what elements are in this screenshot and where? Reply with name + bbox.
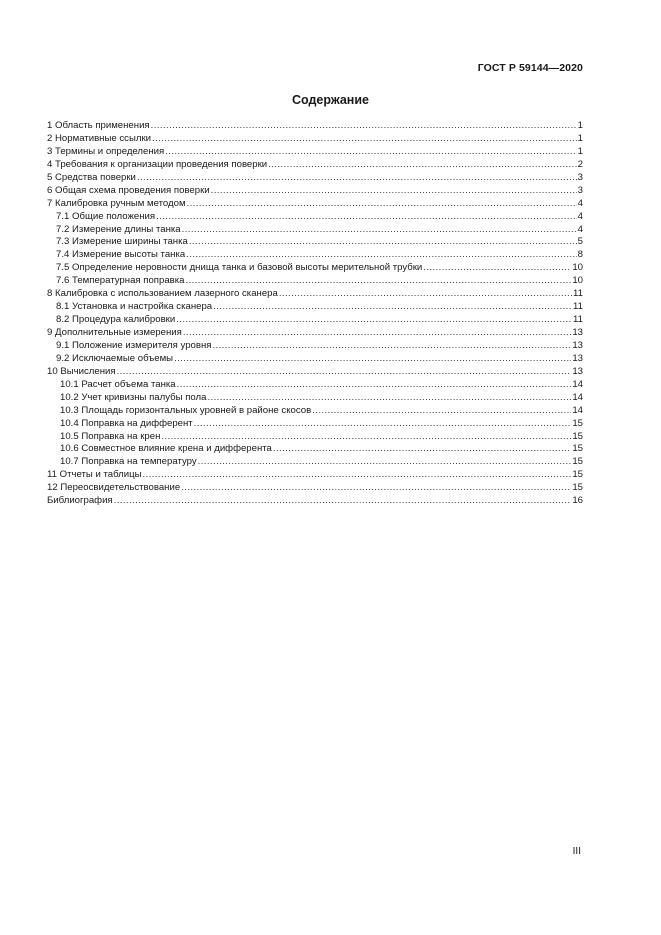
toc-entry-page: 15: [572, 469, 583, 481]
toc-entry-page: 4: [577, 223, 583, 235]
toc-entry-label: 7.5 Определение неровности днища танка и базовой высоты мерительной трубки: [56, 262, 423, 274]
toc-entry-page: 13: [572, 352, 583, 364]
toc-entry[interactable]: [47, 418, 583, 431]
toc-entry-label: 2 Нормативные ссылки: [47, 132, 152, 144]
toc-entry-page: 13: [572, 327, 583, 338]
toc-entry-page: 11: [573, 288, 583, 300]
toc-dot-leader: [176, 314, 572, 327]
toc-entry-page: 4: [577, 210, 583, 222]
toc-entry-label: 7.4 Измерение высоты танка: [56, 249, 186, 261]
toc-entry-page: 15: [572, 417, 583, 429]
toc-entry[interactable]: [47, 198, 583, 211]
toc-dot-leader: [268, 159, 576, 172]
toc-dot-leader: [273, 443, 571, 456]
toc-dot-leader: [194, 418, 572, 431]
toc-entry[interactable]: [47, 288, 583, 301]
toc-entry-label: 1 Область применения: [47, 120, 150, 131]
toc-entry[interactable]: [47, 224, 583, 237]
toc-entry[interactable]: [47, 431, 583, 444]
toc-entry-page: 10: [572, 262, 583, 274]
toc-dot-leader: [152, 133, 577, 146]
toc-dot-leader: [312, 405, 571, 418]
toc-entry[interactable]: [47, 340, 583, 353]
toc-dot-leader: [186, 275, 572, 288]
toc-dot-leader: [156, 211, 577, 224]
toc-entry-label: 4 Требования к организации проведения поверки: [47, 158, 268, 170]
toc-entry[interactable]: [47, 495, 583, 508]
toc-entry[interactable]: [47, 211, 583, 224]
toc-entry[interactable]: [47, 301, 583, 314]
toc-entry-page: 5: [577, 236, 583, 248]
toc-dot-leader: [213, 301, 572, 314]
toc-entry-label: 8.2 Процедура калибровки: [56, 314, 176, 326]
toc-entry-label: 8.1 Установка и настройка сканера: [56, 301, 213, 313]
toc-entry[interactable]: [47, 482, 583, 495]
toc-entry-page: 15: [572, 482, 583, 494]
toc-dot-leader: [423, 262, 571, 275]
toc-dot-leader: [279, 288, 572, 301]
toc-entry-page: 11: [573, 314, 583, 326]
toc-entry-page: 13: [572, 365, 583, 377]
toc-dot-leader: [161, 431, 571, 444]
toc-entry-label: 10 Вычисления: [47, 365, 116, 377]
toc-entry-label: 10.7 Поправка на температуру: [60, 456, 197, 468]
toc-entry-page: 14: [572, 378, 583, 390]
toc-entry-label: 10.5 Поправка на крен: [60, 430, 161, 442]
toc-entry[interactable]: [47, 262, 583, 275]
toc-entry[interactable]: [47, 405, 583, 418]
document-code: ГОСТ Р 59144—2020: [477, 62, 583, 74]
toc-dot-leader: [165, 146, 576, 159]
toc-dot-leader: [143, 469, 572, 482]
toc-entry-page: 13: [572, 339, 583, 351]
toc-entry-label: 11 Отчеты и таблицы: [47, 469, 142, 481]
toc-dot-leader: [182, 224, 577, 237]
toc-entry-page: 4: [577, 197, 583, 209]
toc-entry[interactable]: [47, 133, 583, 146]
toc-entry-page: 1: [577, 132, 583, 144]
toc-entry[interactable]: [47, 469, 583, 482]
toc-entry-label: 7.2 Измерение длины танка: [56, 223, 181, 235]
toc-entry-label: 8 Калибровка с использованием лазерного сканера: [47, 288, 278, 300]
toc-entry[interactable]: [47, 159, 583, 172]
toc-entry-label: 10.2 Учет кривизны палубы пола: [60, 391, 207, 403]
toc-entry-label: 5 Средства поверки: [47, 171, 136, 183]
toc-dot-leader: [183, 327, 572, 340]
toc-entry-page: 14: [572, 391, 583, 403]
toc-dot-leader: [117, 366, 572, 379]
toc-entry-label: 7 Калибровка ручным методом: [47, 197, 186, 209]
page-number: III: [572, 846, 581, 857]
toc-entry[interactable]: [47, 185, 583, 198]
toc-dot-leader: [187, 198, 577, 211]
toc-dot-leader: [212, 340, 571, 353]
toc-entry[interactable]: [47, 379, 583, 392]
toc-entry-page: 15: [572, 443, 583, 455]
toc-title: Содержание: [291, 93, 369, 107]
toc-entry[interactable]: [47, 146, 583, 159]
toc-entry[interactable]: [47, 236, 583, 249]
table-of-contents: [47, 120, 583, 508]
toc-entry[interactable]: [47, 120, 583, 133]
toc-entry[interactable]: [47, 366, 583, 379]
toc-dot-leader: [151, 120, 577, 133]
toc-entry-page: 3: [577, 171, 583, 183]
toc-dot-leader: [211, 185, 577, 198]
toc-entry-page: 1: [577, 145, 583, 157]
toc-entry-page: 10: [572, 275, 583, 287]
toc-entry-page: 8: [577, 249, 583, 261]
toc-entry[interactable]: [47, 392, 583, 405]
toc-entry-label: 7.3 Измерение ширины танка: [56, 236, 188, 248]
toc-dot-leader: [207, 392, 571, 405]
toc-entry[interactable]: [47, 327, 583, 340]
toc-entry-label: 10.1 Расчет объема танка: [60, 378, 176, 390]
toc-entry[interactable]: [47, 443, 583, 456]
toc-entry-page: 2: [577, 158, 583, 170]
toc-entry-label: 9.2 Исключаемые объемы: [56, 352, 174, 364]
toc-dot-leader: [186, 249, 576, 262]
toc-entry-label: 10.6 Совместное влияние крена и дифферента: [60, 443, 272, 455]
toc-dot-leader: [198, 456, 572, 469]
toc-entry-page: 11: [573, 301, 583, 313]
toc-entry[interactable]: [47, 249, 583, 262]
toc-entry[interactable]: [47, 314, 583, 327]
toc-dot-leader: [177, 379, 572, 392]
toc-dot-leader: [174, 353, 571, 366]
toc-entry-page: 14: [572, 404, 583, 416]
toc-entry-label: 6 Общая схема проведения поверки: [47, 184, 210, 196]
toc-entry[interactable]: [47, 456, 583, 469]
toc-entry-label: 10.4 Поправка на дифферент: [60, 417, 193, 429]
toc-dot-leader: [137, 172, 577, 185]
toc-entry-label: 7.1 Общие положения: [56, 210, 156, 222]
toc-entry-page: 16: [572, 495, 583, 507]
toc-entry-page: 1: [577, 120, 583, 131]
toc-entry-page: 15: [572, 430, 583, 442]
toc-entry[interactable]: [47, 172, 583, 185]
toc-entry-label: 12 Переосвидетельствование: [47, 482, 181, 494]
toc-dot-leader: [189, 236, 577, 249]
toc-entry[interactable]: [47, 353, 583, 366]
toc-entry-label: Библиография: [47, 495, 113, 507]
toc-entry-label: 3 Термины и определения: [47, 145, 165, 157]
toc-entry-page: 15: [572, 456, 583, 468]
toc-entry-label: 9 Дополнительные измерения: [47, 327, 182, 338]
toc-entry[interactable]: [47, 275, 583, 288]
toc-entry-label: 10.3 Площадь горизонтальных уровней в районе скосов: [60, 404, 312, 416]
toc-dot-leader: [114, 495, 572, 508]
toc-entry-label: 9.1 Положение измерителя уровня: [56, 339, 212, 351]
toc-entry-label: 7.6 Температурная поправка: [56, 275, 185, 287]
toc-entry-page: 3: [577, 184, 583, 196]
toc-dot-leader: [181, 482, 571, 495]
